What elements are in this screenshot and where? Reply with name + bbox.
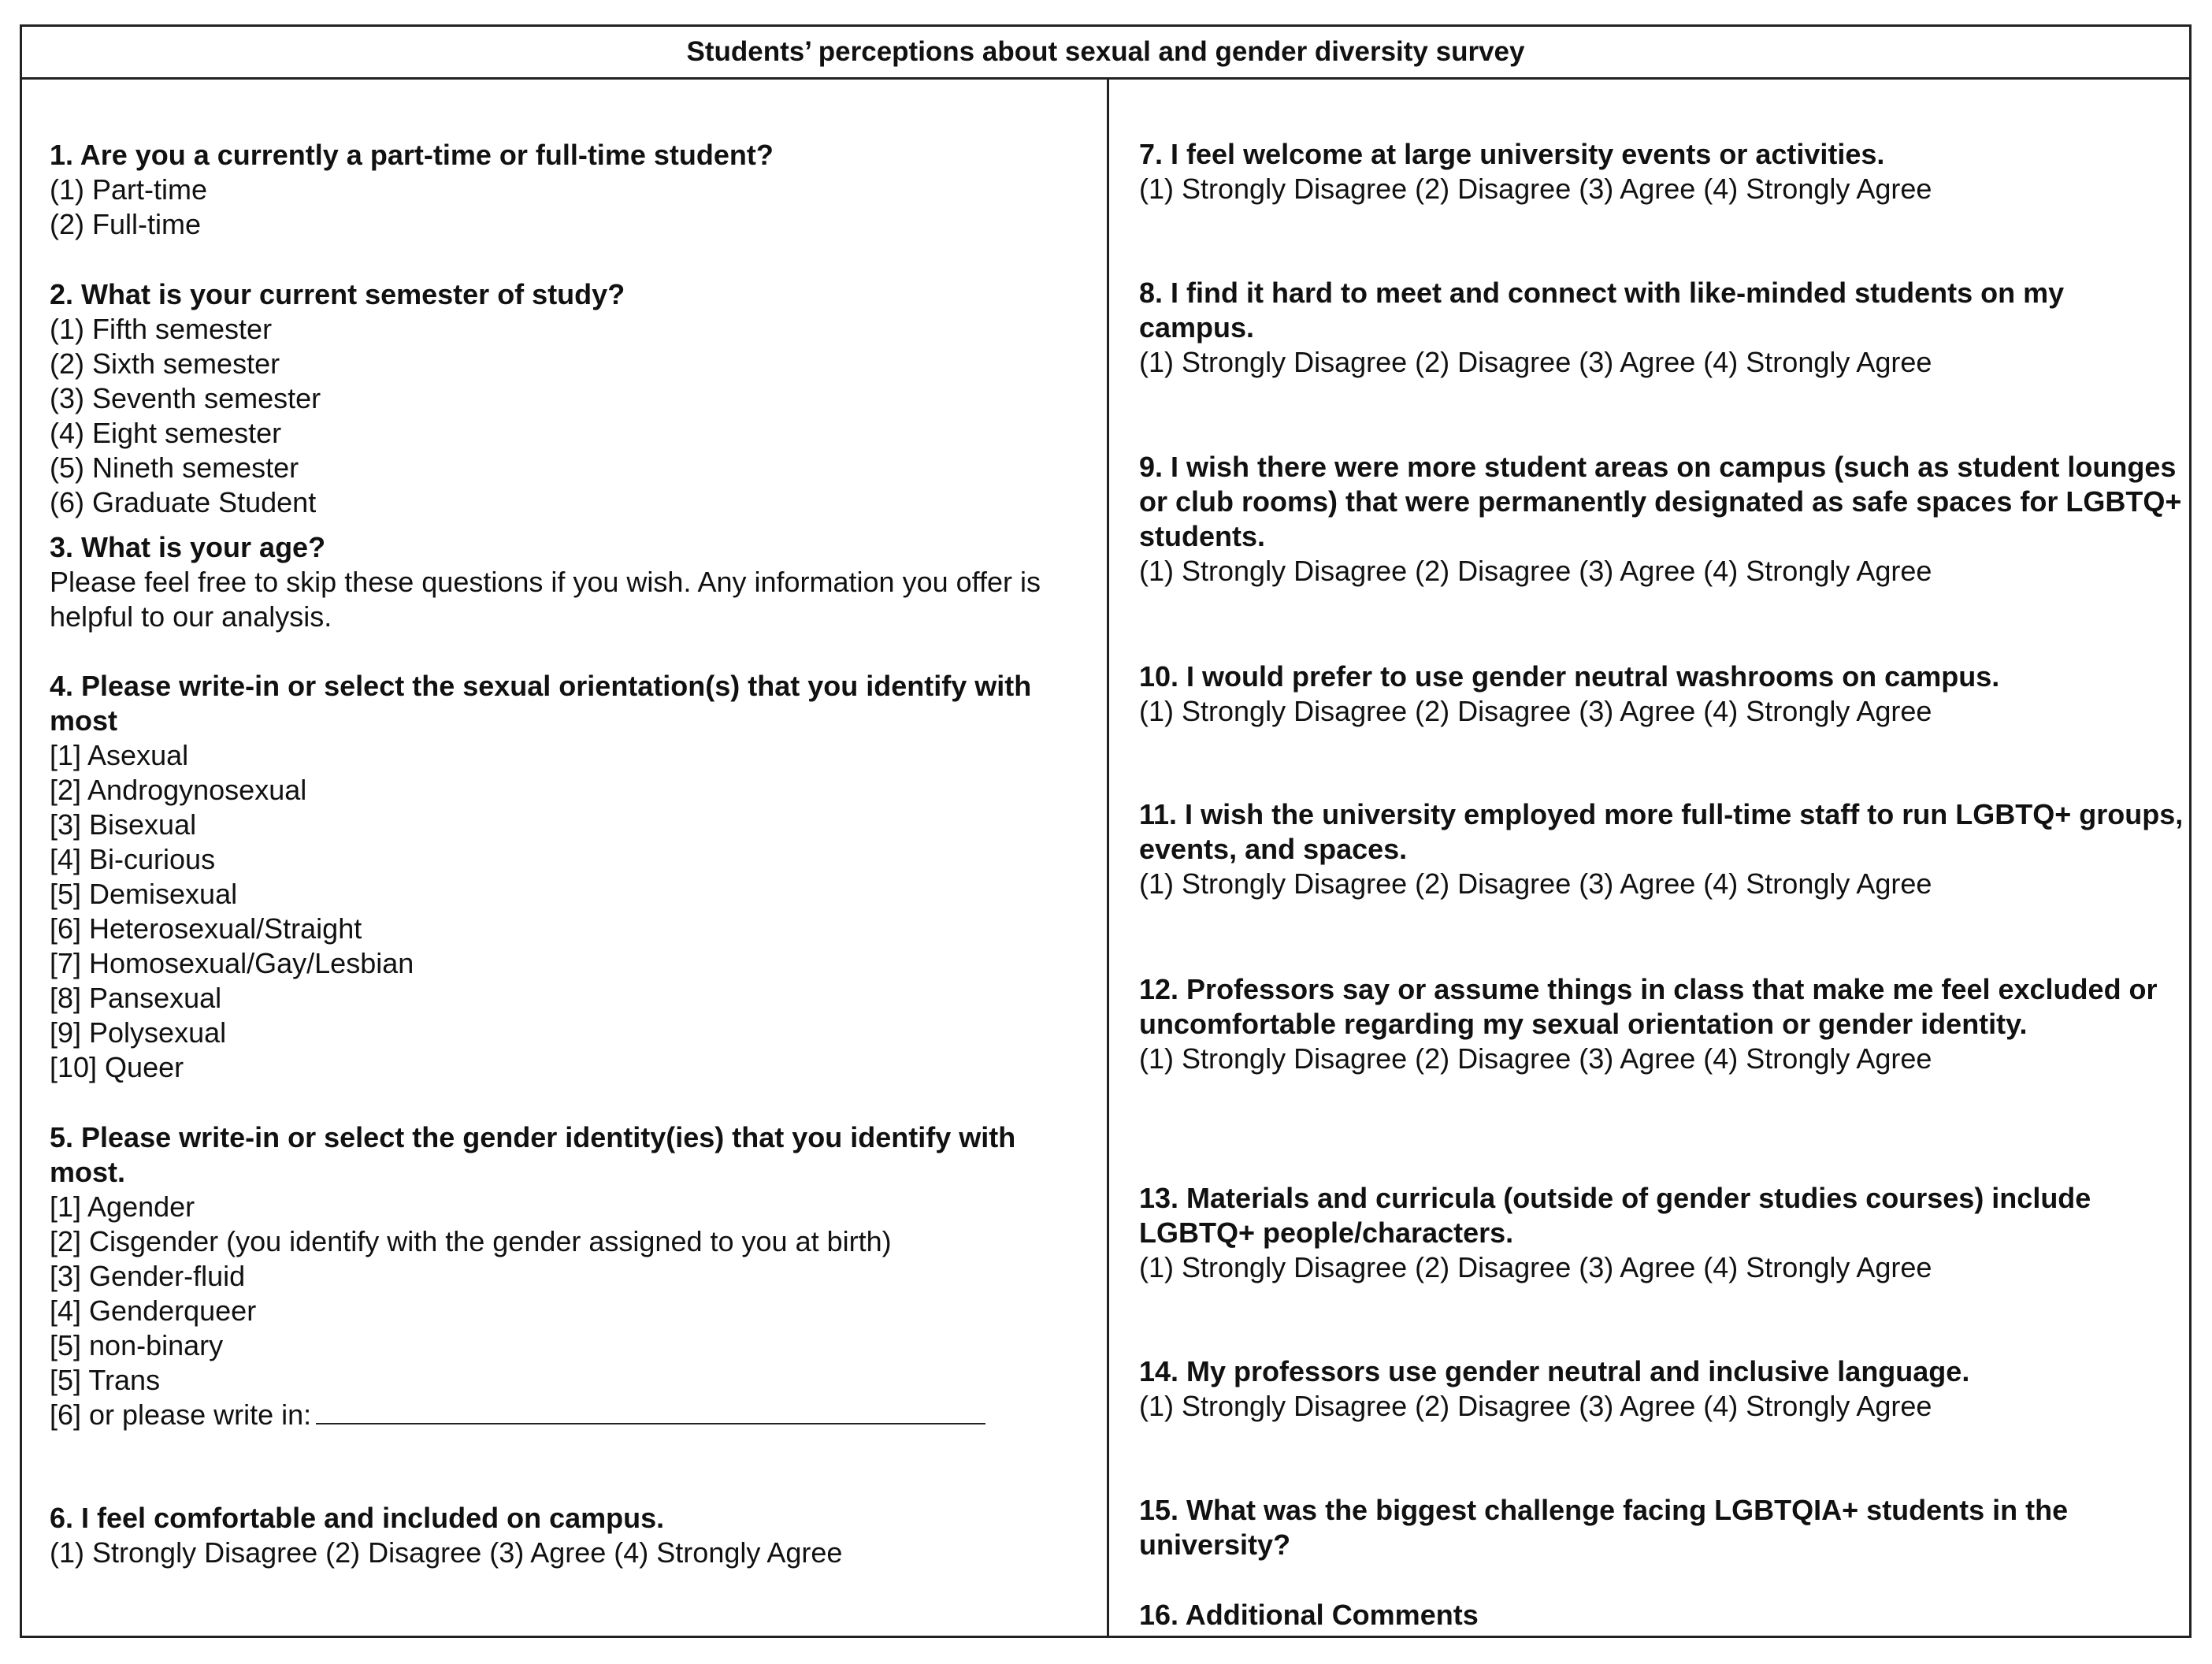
option[interactable]: [10] Queer [50,1051,184,1083]
write-in-option[interactable] [50,1398,1097,1432]
option[interactable]: [3] Bisexual [50,808,197,841]
question-2 [50,277,1097,520]
question-text: 15. What was the biggest challenge facing LGBTQIA+ students in the university? [1139,1494,2069,1561]
option[interactable]: (4) Eight semester [50,417,282,449]
likert-scale[interactable]: (1) Strongly Disagree (2) Disagree (3) Agree (4) Strongly Agree [1139,695,1932,727]
option[interactable]: (1) Part-time [50,173,208,206]
option[interactable]: [1] Asexual [50,739,189,771]
likert-scale[interactable]: (1) Strongly Disagree (2) Disagree (3) Agree (4) Strongly Agree [1139,1251,1932,1283]
question-text: 2. What is your current semester of study? [50,278,625,310]
question-9 [1139,450,2187,589]
question-13 [1139,1181,2187,1285]
write-in-label: [6] or please write in: [50,1398,312,1431]
survey-form [20,24,2192,1638]
question-text: 1. Are you a currently a part-time or full-time student? [50,139,774,171]
option[interactable]: [1] Agender [50,1190,195,1223]
question-8 [1139,276,2187,380]
option[interactable]: [8] Pansexual [50,982,222,1014]
likert-scale[interactable]: (1) Strongly Disagree (2) Disagree (3) Agree (4) Strongly Agree [1139,555,1932,587]
option[interactable]: [7] Homosexual/Gay/Lesbian [50,947,414,979]
question-text: 8. I find it hard to meet and connect with like-minded students on my campus. [1139,277,2065,344]
question-text: 16. Additional Comments [1139,1599,1479,1631]
question-note: Please feel free to skip these questions if you wish. Any information you offer is helpful to our analysis. [50,566,1041,633]
title-row [22,27,2189,80]
option[interactable]: (3) Seventh semester [50,382,321,414]
question-3 [50,530,1097,634]
question-1 [50,138,1097,242]
likert-scale[interactable]: (1) Strongly Disagree (2) Disagree (3) Agree (4) Strongly Agree [1139,1042,1932,1075]
likert-scale[interactable]: (1) Strongly Disagree (2) Disagree (3) Agree (4) Strongly Agree [1139,173,1932,205]
question-text: 9. I wish there were more student areas on campus (such as student lounges or club rooms) that were permanently designated as safe spaces for LGBTQ+ students. [1139,451,2182,552]
question-text: 7. I feel welcome at large university events or activities. [1139,138,1885,170]
question-text: 4. Please write-in or select the sexual orientation(s) that you identify with most [50,670,1032,737]
option[interactable]: [4] Genderqueer [50,1294,257,1327]
likert-scale[interactable]: (1) Strongly Disagree (2) Disagree (3) Agree (4) Strongly Agree [1139,346,1932,378]
option[interactable]: [9] Polysexual [50,1016,227,1049]
option[interactable]: [6] Heterosexual/Straight [50,912,362,945]
option[interactable]: (2) Full-time [50,208,202,240]
likert-scale[interactable]: (1) Strongly Disagree (2) Disagree (3) Agree (4) Strongly Agree [1139,867,1932,900]
likert-scale[interactable]: (1) Strongly Disagree (2) Disagree (3) Agree (4) Strongly Agree [50,1536,843,1569]
option[interactable]: [5] Demisexual [50,878,238,910]
question-text: 12. Professors say or assume things in class that make me feel excluded or uncomfortable regarding my sexual orientation or gender identity. [1139,973,2158,1040]
question-15 [1139,1493,2187,1562]
write-in-blank[interactable] [316,1399,985,1424]
option[interactable]: [4] Bi-curious [50,843,216,875]
question-text: 3. What is your age? [50,531,326,563]
question-10 [1139,659,2187,729]
question-6 [50,1501,1097,1570]
question-7 [1139,137,2187,206]
option[interactable]: (1) Fifth semester [50,313,273,345]
option[interactable]: (5) Nineth semester [50,451,299,484]
likert-scale[interactable]: (1) Strongly Disagree (2) Disagree (3) Agree (4) Strongly Agree [1139,1390,1932,1422]
question-text: 5. Please write-in or select the gender identity(ies) that you identify with most. [50,1121,1016,1188]
right-column [1112,80,2189,1636]
option[interactable]: [3] Gender-fluid [50,1260,246,1292]
question-text: 11. I wish the university employed more full-time staff to run LGBTQ+ groups, events, and spaces. [1139,798,2184,865]
question-text: 10. I would prefer to use gender neutral washrooms on campus. [1139,660,2000,693]
question-text: 6. I feel comfortable and included on campus. [50,1502,665,1534]
question-4 [50,669,1097,1085]
question-text: 13. Materials and curricula (outside of gender studies courses) include LGBTQ+ people/characters. [1139,1182,2091,1249]
question-16 [1139,1598,2187,1632]
option[interactable]: (6) Graduate Student [50,486,317,518]
option[interactable]: (2) Sixth semester [50,347,280,380]
question-text: 14. My professors use gender neutral and inclusive language. [1139,1355,1970,1387]
question-5 [50,1120,1097,1432]
option[interactable]: [2] Androgynosexual [50,774,307,806]
option[interactable]: [2] Cisgender (you identify with the gender assigned to you at birth) [50,1225,892,1257]
question-12 [1139,972,2187,1076]
question-14 [1139,1354,2187,1424]
option[interactable]: [5] non-binary [50,1329,224,1361]
left-column [22,80,1109,1636]
option[interactable]: [5] Trans [50,1364,161,1396]
page-title: Students’ perceptions about sexual and gender diversity survey [686,36,1525,67]
question-11 [1139,797,2187,901]
